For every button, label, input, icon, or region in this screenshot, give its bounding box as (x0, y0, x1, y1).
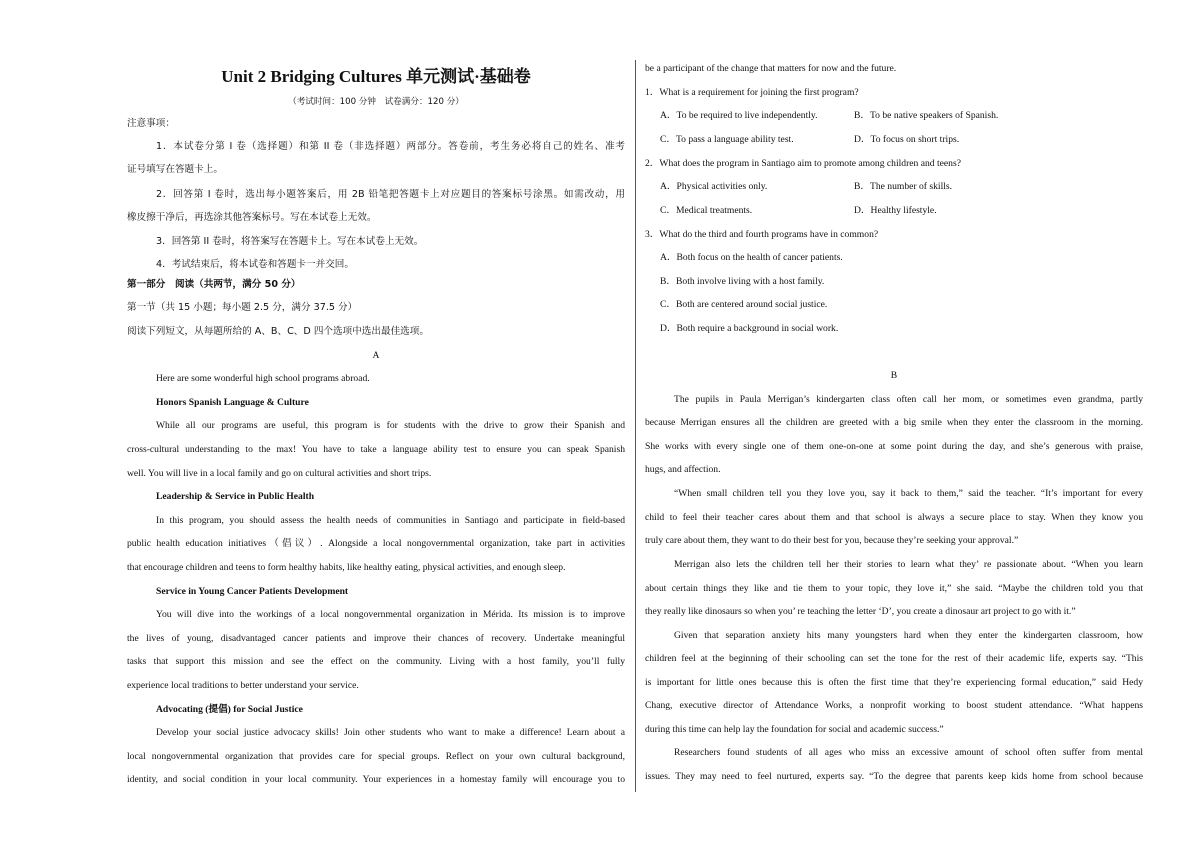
paragraph-line: Researchers found students of all ages who miss an excessive amount of school often suffer from mental (674, 747, 1143, 758)
section-instruction: 阅读下列短文，从每题所给的 A、B、C、D 四个选项中选出最佳选项。 (127, 326, 429, 337)
paragraph-line: about certain things they like and tie them to your topic, they love it,” she said. “Maybe the children told you that (645, 583, 1143, 594)
question-stem: 2．What does the program in Santiago aim to promote among children and teens? (645, 158, 961, 169)
question-option: B．The number of skills. (854, 181, 953, 192)
paragraph-line: Given that separation anxiety hits many youngsters hard when they enter the kindergarten classroom, how (674, 630, 1143, 641)
note-line: 1．本试卷分第 I 卷（选择题）和第 II 卷（非选择题）两部分。答卷前，考生务必将自己的姓名、准考 (156, 141, 625, 152)
passage-b-label: B (890, 370, 898, 381)
paragraph-line: public health education initiatives（倡议）. Alongside a local nongovernmental organization, take part in activities (127, 538, 625, 549)
question-option: A．Both focus on the health of cancer patients. (660, 252, 843, 263)
paragraph-line: well. You will live in a local family and go on cultural activities and short trips. (127, 468, 432, 479)
paragraph-line: Merrigan also lets the children tell her their stories to learn what they’ re passionate about. “When you learn (674, 559, 1143, 570)
paragraph-line: The pupils in Paula Merrigan’s kindergarten class often call her mom, or sometimes even grandma, partly (674, 394, 1143, 405)
passage-a-label: A (372, 350, 380, 361)
question-option: A．To be required to live independently. (660, 110, 818, 121)
program-heading: Advocating (提倡) for Social Justice (156, 704, 303, 715)
paragraph-line: She works with every single one of them one-on-one at some point during the day, and she’s generous with praise, (645, 441, 1143, 452)
paragraph-line: they really like dinosaurs so when you’ re teaching the letter ‘D’, you create a dinosaur art project to go with it.” (645, 606, 1076, 617)
question-option: C．Both are centered around social justice. (660, 299, 828, 310)
program-heading: Leadership & Service in Public Health (156, 491, 315, 502)
question-option: C．Medical treatments. (660, 205, 753, 216)
paragraph-line: the lives of young, disadvantaged cancer patients and improve their chances of recovery. Undertake meaningful (127, 633, 625, 644)
paragraph-line: While all our programs are useful, this program is for students with the drive to grow their Spanish and (156, 420, 625, 431)
question-option: A．Physical activities only. (660, 181, 768, 192)
note-line: 4．考试结束后，将本试卷和答题卡一并交回。 (156, 259, 354, 270)
paragraph-line: cross-cultural understanding to the max! You have to take a language ability test to ensure you can speak Spanish (127, 444, 625, 455)
paragraph-line: In this program, you should assess the health needs of communities in Santiago and participate in field-based (156, 515, 625, 526)
program-heading: Honors Spanish Language & Culture (156, 397, 309, 408)
paragraph-line: tasks that support this mission and see the effect on the community. Living with a host family, you’ll fully (127, 656, 625, 667)
paragraph-line: Chang, executive director of Attendance Works, a nonprofit working to boost student attendance. “What happens (645, 700, 1143, 711)
paragraph-line: truly care about them, they want to do their best for you, because they’re seeking your approval.” (645, 535, 1019, 546)
column-divider (635, 60, 636, 792)
page-title: Unit 2 Bridging Cultures 单元测试·基础卷 (221, 67, 531, 86)
question-option: D．Healthy lifestyle. (854, 205, 937, 216)
paragraph-line: identity, and social condition in your local community. Your experiences in a homestay family will encourage you to (127, 774, 625, 785)
paragraph-line: that encourage children and teens to form healthy habits, like healthy eating, physical activities, and enough sleep. (127, 562, 566, 573)
note-line: 2．回答第 I 卷时，选出每小题答案后，用 2B 铅笔把答题卡上对应题目的答案标号涂黑。如需改动，用 (156, 189, 625, 200)
exam-info: （考试时间：100 分钟 试卷满分：120 分） (288, 97, 464, 107)
paragraph-line: You will dive into the workings of a local nongovernmental organization in Mérida. Its mission is to improve (156, 609, 625, 620)
paragraph-line: hugs, and affection. (645, 464, 721, 475)
paragraph-line: children feel at the beginning of their schooling can set the tone for the rest of their academic life, experts say. “This (645, 653, 1143, 664)
part-heading: 第一部分 阅读（共两节，满分 50 分） (127, 279, 301, 290)
note-line: 证号填写在答题卡上。 (127, 164, 223, 175)
note-line: 3．回答第 II 卷时，将答案写在答题卡上。写在本试卷上无效。 (156, 236, 424, 247)
paragraph-line: is important for little ones because this is often the first time that they’re experiencing formal education,” said Hedy (645, 677, 1143, 688)
paragraph-line: local nongovernmental organization that provides care for special groups. Reflect on your own cultural background, (127, 751, 625, 762)
question-option: D．Both require a background in social work. (660, 323, 839, 334)
question-stem: 3．What do the third and fourth programs have in common? (645, 229, 879, 240)
question-option: C．To pass a language ability test. (660, 134, 794, 145)
notes-heading: 注意事项： (127, 118, 175, 129)
paragraph-line: be a participant of the change that matters for now and the future. (645, 63, 897, 74)
passage-a-intro: Here are some wonderful high school programs abroad. (156, 373, 370, 384)
paragraph-line: during this time can help lay the foundation for social and academic success.” (645, 724, 944, 735)
paragraph-line: because Merrigan ensures all the children are greeted with a big smile when they enter the classroom in the morning. (645, 417, 1143, 428)
paragraph-line: child to feel their teacher cares about them and that school is always a secure place to stay. When they know you (645, 512, 1143, 523)
program-heading: Service in Young Cancer Patients Development (156, 586, 349, 597)
question-option: B．To be native speakers of Spanish. (854, 110, 999, 121)
note-line: 橡皮擦干净后，再选涂其他答案标号。写在本试卷上无效。 (127, 212, 377, 223)
paragraph-line: experience local traditions to better understand your service. (127, 680, 359, 691)
question-stem: 1．What is a requirement for joining the first program? (645, 87, 859, 98)
paragraph-line: issues. They may need to feel nurtured, experts say. “To the degree that parents keep kids home from school because (645, 771, 1143, 782)
paragraph-line: “When small children tell you they love you, say it back to them,” said the teacher. “It’s important for every (674, 488, 1143, 499)
question-option: B．Both involve living with a host family. (660, 276, 825, 287)
section-heading: 第一节（共 15 小题；每小题 2.5 分，满分 37.5 分） (127, 302, 358, 313)
question-option: D．To focus on short trips. (854, 134, 960, 145)
paragraph-line: Develop your social justice advocacy skills! Join other students who want to make a difference! Learn about a (156, 727, 625, 738)
